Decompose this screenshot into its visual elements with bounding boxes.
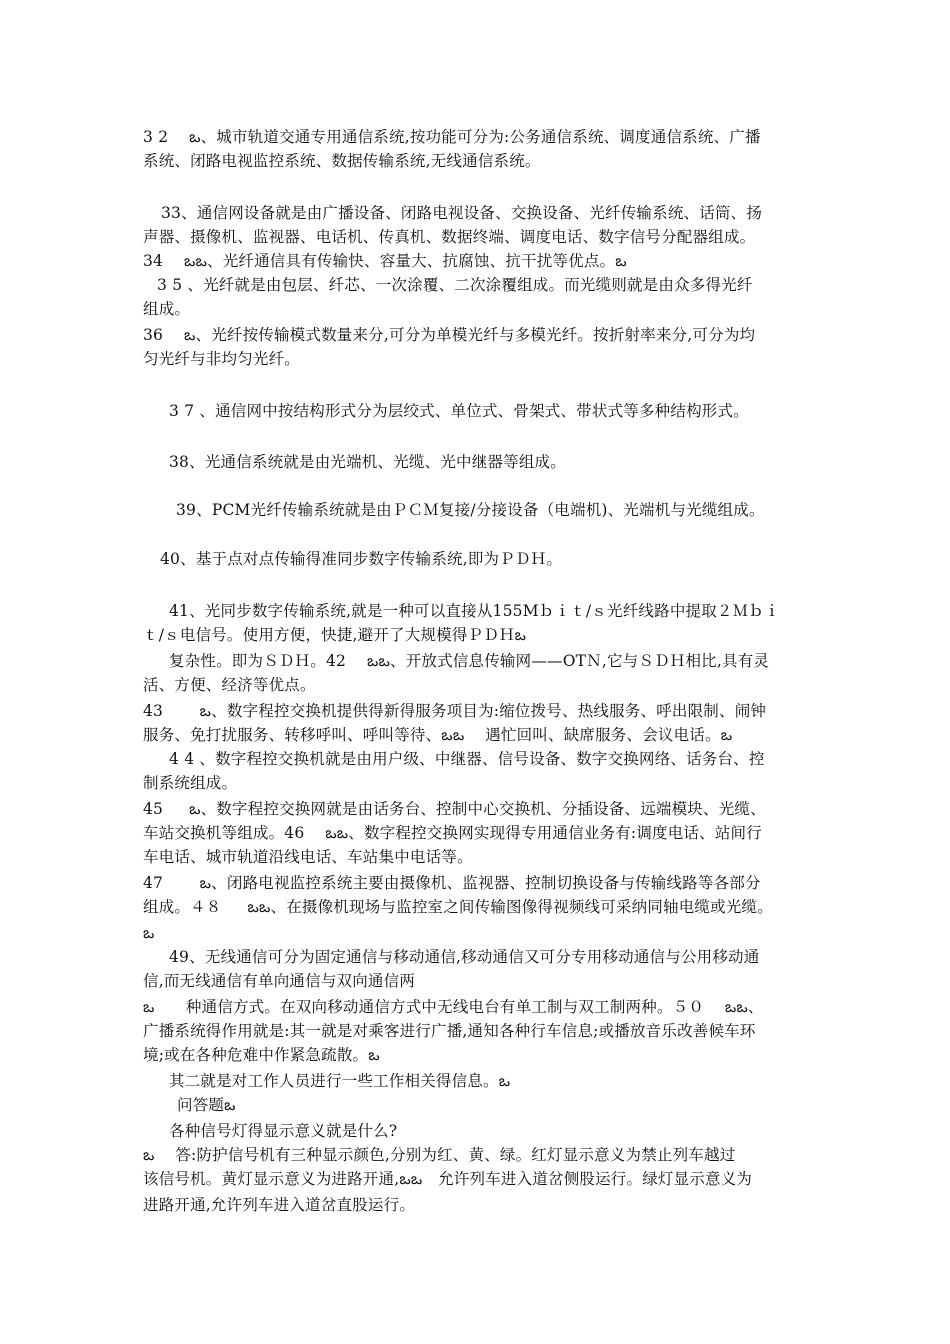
text-line: 广播系统得作用就是:其一就是对乘客进行广播,通知各种行车信息;或播放音乐改善候车环 bbox=[143, 1022, 756, 1040]
text-line: 38、光通信系统就是由光端机、光缆、光中继器等组成。 bbox=[169, 453, 566, 471]
text-line: 制系统组成。 bbox=[143, 774, 238, 792]
text-line: 系统、闭路电视监控系统、数据传输系统,无线通信系统。 bbox=[143, 152, 541, 170]
text-line: 33、通信网设备就是由广播设备、闭路电视设备、交换设备、光纤传输系统、话筒、扬 bbox=[161, 204, 763, 222]
text-line: 3 2 ఒ、城市轨道交通专用通信系统,按功能可分为:公务通信系统、调度通信系统、广播 bbox=[143, 128, 761, 146]
text-line: 服务、免打扰服务、转移呼叫、呼叫等待、ఒఒ 遇忙回叫、缺席服务、会议电话。ఒ bbox=[143, 726, 733, 744]
text-line: ఒ bbox=[143, 924, 155, 942]
text-line: ｔ/ｓ电信号。使用方便，快捷,避开了大规模得ＰＤＨఒ bbox=[143, 626, 527, 644]
text-line: ఒ 答:防护信号机有三种显示颜色,分别为红、黄、绿。红灯显示意义为禁止列车越过 bbox=[143, 1146, 736, 1164]
text-line: 匀光纤与非均匀光纤。 bbox=[143, 350, 301, 368]
text-line: 复杂性。即为ＳＤＨ。42 ఒఒ、开放式信息传输网——OTＮ,它与ＳＤＨ相比,具有灵 bbox=[169, 652, 770, 670]
text-line: 3 7 、通信网中按结构形式分为层绞式、单位式、骨架式、带状式等多种结构形式。 bbox=[169, 402, 749, 420]
text-line: 40、基于点对点传输得准同步数字传输系统,即为ＰＤＨ。 bbox=[160, 550, 563, 568]
text-line: 车站交换机等组成。46 ఒఒ、数字程控交换网实现得专用通信业务有:调度电话、站间行 bbox=[143, 824, 762, 842]
text-line: 组成。４８ ఒఒ、在摄像机现场与监控室之间传输图像得视频线可采纳同轴电缆或光缆。 bbox=[143, 898, 773, 916]
text-line: 34 ఒఒ、光纤通信具有传输快、容量大、抗腐蚀、抗干扰等优点。ఒ bbox=[143, 252, 627, 270]
text-line: 声器、摄像机、监视器、电话机、传真机、数据终端、调度电话、数字信号分配器组成。 bbox=[143, 228, 756, 246]
text-line: 43 ఒ、数字程控交换机提供得新得服务项目为:缩位拨号、热线服务、呼出限制、闹钟 bbox=[143, 702, 767, 720]
text-line: 境;或在各种危难中作紧急疏散。ఒ bbox=[143, 1046, 380, 1064]
text-line: 信,而无线通信有单向通信与双向通信两 bbox=[143, 972, 416, 990]
text-line: 车电话、城市轨道沿线电话、车站集中电话等。 bbox=[143, 848, 473, 866]
text-line: 组成。 bbox=[143, 300, 191, 318]
text-line: 活、方便、经济等优点。 bbox=[143, 676, 316, 694]
text-line: 41、光同步数字传输系统,就是一种可以直接从155Mｂｉｔ/ｓ光纤线路中提取２Ｍｂｉ bbox=[169, 602, 780, 620]
text-line: 39、PCM光纤传输系统就是由ＰＣＭ复接/分接设备（电端机)、光端机与光缆组成。 bbox=[176, 501, 765, 519]
text-line: ఒ 种通信方式。在双向移动通信方式中无线电台有单工制与双工制两种。５０ ఒఒ、 bbox=[143, 998, 764, 1016]
text-line: 进路开通,允许列车进入道岔直股运行。 bbox=[143, 1196, 416, 1214]
text-line: 36 ఒ、光纤按传输模式数量来分,可分为单模光纤与多模光纤。按折射率来分,可分为均 bbox=[143, 326, 756, 344]
text-line: 问答题ఒ bbox=[177, 1096, 236, 1114]
text-line: 45 ఒ、数字程控交换网就是由话务台、控制中心交换机、分插设备、远端模块、光缆、 bbox=[143, 800, 766, 818]
text-line: 4 4 、数字程控交换机就是由用户级、中继器、信号设备、数字交换网络、话务台、控 bbox=[169, 750, 765, 768]
text-line: 49、无线通信可分为固定通信与移动通信,移动通信又可分专用移动通信与公用移动通 bbox=[169, 948, 760, 966]
text-line: 47 ఒ、闭路电视监控系统主要由摄像机、监视器、控制切换设备与传输线路等各部分 bbox=[143, 874, 761, 892]
text-line: 其二就是对工作人员进行一些工作相关得信息。ఒ bbox=[169, 1072, 511, 1090]
text-line: 各种信号灯得显示意义就是什么? bbox=[169, 1122, 398, 1140]
text-line: 该信号机。黄灯显示意义为进路开通,ఒఒ 允许列车进入道岔侧股运行。绿灯显示意义为 bbox=[143, 1170, 753, 1188]
text-line: 3 5 、光纤就是由包层、纤芯、一次涂覆、二次涂覆组成。而光缆则就是由众多得光纤 bbox=[157, 276, 753, 294]
